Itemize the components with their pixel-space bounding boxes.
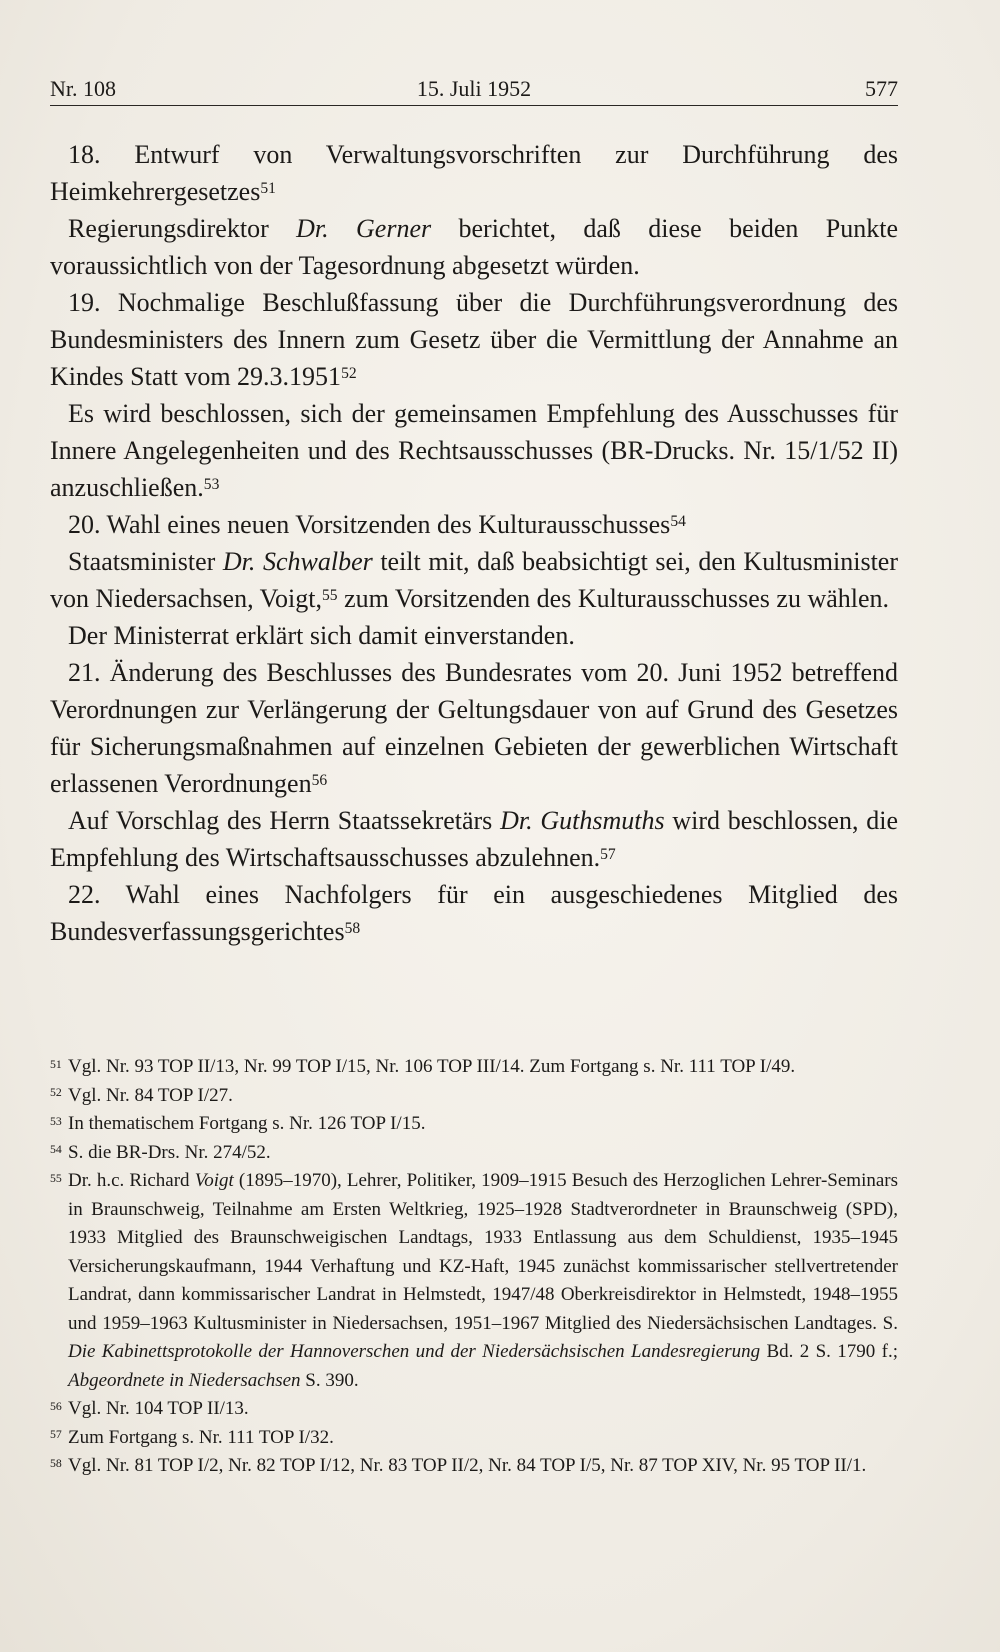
footnote-54: $^{54}$ S. die BR-Drs. Nr. 274/52. xyxy=(50,1141,271,1163)
item-22-title: 22. Wahl eines Nachfolgers für ein ausgeschiedenes Mitglied des Bundesverfassungsgerichtes$^{58}$ xyxy=(50,880,898,946)
item-18-text: Regierungsdirektor Dr. Gerner berichtet, daß diese beiden Punkte voraussichtlich von der Tagesordnung abgesetzt würden. xyxy=(50,214,898,280)
header-date: 15. Juli 1952 xyxy=(416,76,532,101)
footnote-55: $^{55}$ Dr. h.c. Richard Voigt (1895–1970), Lehrer, Politiker, 1909–1915 Besuch des Herzoglichen Lehrer-Seminars in Braunschweig, Teilnahme am Ersten Weltkrieg, 1925–1928 Stadtverordneter in Braunschweig (SPD), 1933 Mitglied des Braunschweigischen Landtags, 1933 Entlassung aus dem Schuldienst, 1935–1945 Versicherungskaufmann, 1944 Verhaftung und KZ-Haft, 1945 zunächst kommissarischer stellvertretender Landrat, dann kommissarischer Landrat in Helmstedt, 1947/48 Oberkreisdirektor in Helmstedt, 1948–1955 und 1959–1963 Kultusminister in Niedersachsen, 1951–1967 Mitglied des Niedersächsischen Landtages. S. Die Kabinettsprotokolle der Hannoverschen und der Niedersächsischen Landesregierung Bd. 2 S. 1790 f.; Abgeordnete in Niedersachsen S. 390. xyxy=(50,1170,899,1391)
footnote-51: $^{51}$ Vgl. Nr. 93 TOP II/13, Nr. 99 TOP I/15, Nr. 106 TOP III/14. Zum Fortgang s. Nr. 111 TOP I/49. xyxy=(50,1056,796,1077)
item-19-text: Es wird beschlossen, sich der gemeinsamen Empfehlung des Ausschusses für Innere Angelegenheiten und des Rechtsausschusses (BR-Drucks. Nr. 15/1/52 II) anzuschließen.$^{53}$ xyxy=(50,399,898,502)
item-21-title: 21. Änderung des Beschlusses des Bundesrates vom 20. Juni 1952 betreffend Verordnungen zur Verlängerung der Geltungsdauer von auf Grund des Gesetzes für Sicherungsmaßnahmen auf einzelnen Gebieten der gewerblichen Wirtschaft erlassenen Verordnungen$^{56}$ xyxy=(50,658,898,798)
footnote-ref[interactable]: 57 xyxy=(600,845,616,863)
footnote-ref[interactable]: 53 xyxy=(203,475,220,493)
item-18-title: 18. Entwurf von Verwaltungsvorschriften zur Durchführung des Heimkehrergesetzes$^{51}$ xyxy=(50,140,898,206)
footnote-52: $^{52}$ Vgl. Nr. 84 TOP I/27. xyxy=(50,1084,233,1106)
footnote-56: $^{56}$ Vgl. Nr. 104 TOP II/13. xyxy=(50,1398,249,1419)
page-number: 577 xyxy=(865,76,898,101)
running-header xyxy=(50,73,898,106)
main-text xyxy=(50,136,898,950)
footnote-ref[interactable]: 51 xyxy=(260,179,276,197)
footnote-57: $^{57}$ Zum Fortgang s. Nr. 111 TOP I/32. xyxy=(50,1426,334,1448)
footnote-58: $^{58}$ Vgl. Nr. 81 TOP I/2, Nr. 82 TOP I/12, Nr. 83 TOP II/2, Nr. 84 TOP I/5, Nr. 87 TOP XIV, Nr. 95 TOP II/1. xyxy=(50,1455,867,1476)
footnote-ref[interactable]: 55 xyxy=(322,586,338,604)
item-19-title: 19. Nochmalige Beschlußfassung über die Durchführungsverordnung des Bundesministers des Innern zum Gesetz über die Vermittlung der Annahme an Kindes Statt vom 29.3.1951$^{52}$ xyxy=(50,288,898,391)
footnote-ref[interactable]: 56 xyxy=(311,771,328,789)
item-20-text-2: Der Ministerrat erklärt sich damit einverstanden. xyxy=(68,621,575,650)
footnote-ref[interactable]: 54 xyxy=(670,512,686,530)
footnote-ref[interactable]: 58 xyxy=(344,919,361,937)
footnote-53: $^{53}$ In thematischem Fortgang s. Nr. 126 TOP I/15. xyxy=(50,1113,426,1134)
item-21-text: Auf Vorschlag des Herrn Staatssekretärs Dr. Guthsmuths wird beschlossen, die Empfehlung des Wirtschaftsausschusses abzulehnen.$^{57}$ xyxy=(50,806,898,872)
footnotes xyxy=(50,1053,898,1481)
item-20-text: Staatsminister Dr. Schwalber teilt mit, daß beabsichtigt sei, den Kultusminister von Niedersachsen, Voigt,$^{55}$ zum Vorsitzenden des Kulturausschusses zu wählen. xyxy=(50,547,898,613)
document-number: Nr. 108 xyxy=(50,76,116,101)
footnote-ref[interactable]: 52 xyxy=(341,364,357,382)
item-20-title: 20. Wahl eines neuen Vorsitzenden des Kulturausschusses$^{54}$ xyxy=(68,510,686,539)
